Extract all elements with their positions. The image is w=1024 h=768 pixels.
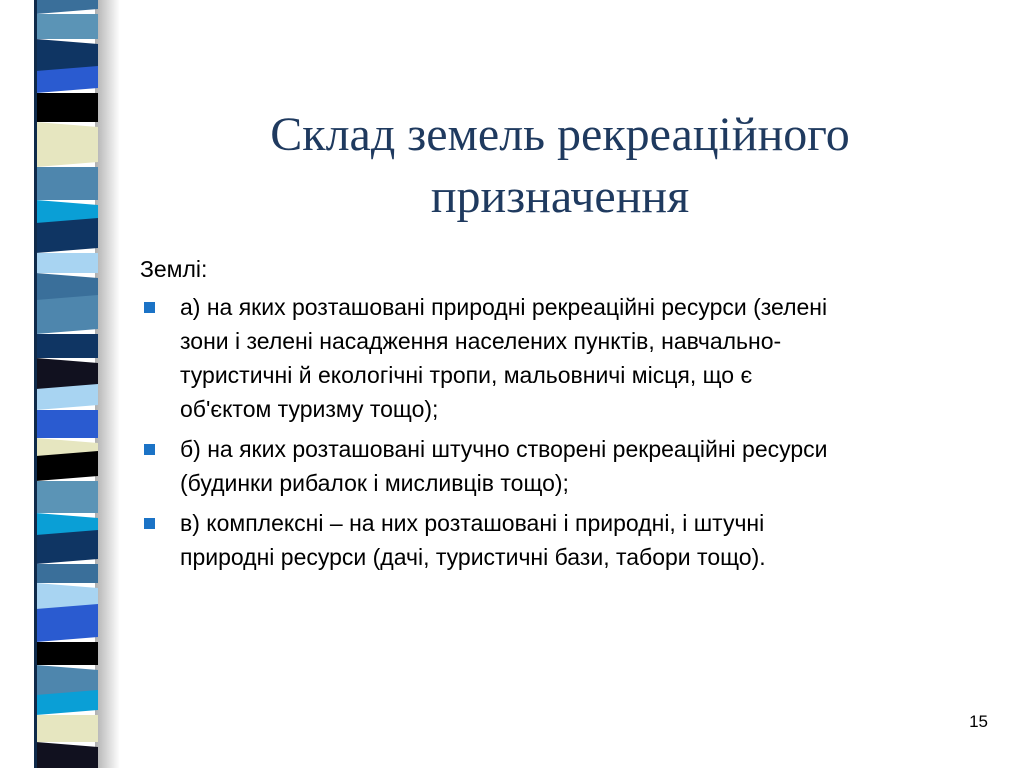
- bullet-text-line: (будинки рибалок і мисливців тощо);: [180, 470, 569, 496]
- bullet-list: [140, 290, 1000, 574]
- stripe-segment: [36, 136, 98, 167]
- stripe-segment: [36, 0, 98, 14]
- stripe-segment: [36, 564, 98, 583]
- square-bullet-icon: [144, 444, 155, 455]
- bullet-text-line: зони і зелені насадження населених пунктів, навчально-: [180, 328, 782, 354]
- slide-title-line-1: Склад земель рекреаційного: [270, 108, 850, 161]
- stripe-segment: [36, 334, 98, 358]
- stripe-segment: [36, 530, 98, 564]
- bullet-text-line: природні ресурси (дачі, туристичні бази, табори тощо).: [180, 544, 766, 570]
- bullet-text-line: б) на яких розташовані штучно створені рекреаційні ресурси: [180, 436, 828, 462]
- slide-title: [130, 104, 990, 228]
- stripe-segment: [36, 218, 98, 253]
- stripe-segment: [36, 410, 98, 438]
- square-bullet-icon: [144, 518, 155, 529]
- stripe-segment: [36, 481, 98, 513]
- stripe-shadow: [95, 0, 120, 768]
- bullet-item-b: [140, 432, 1000, 500]
- slide-body: [140, 252, 1000, 580]
- stripe-segment: [36, 14, 98, 39]
- bullet-text-line: а) на яких розташовані природні рекреаційні ресурси (зелені: [180, 294, 828, 320]
- bullet-text-line: в) комплексні – на них розташовані і природні, і штучні: [180, 510, 765, 536]
- page-number: 15: [969, 712, 988, 731]
- stripe-rows: [34, 0, 98, 768]
- stripe-segment: [36, 604, 98, 642]
- stripe-band-graphic: [0, 0, 120, 768]
- body-lead: Землі:: [140, 256, 208, 282]
- stripe-segment: [36, 742, 98, 768]
- stripe-segment: [36, 715, 98, 742]
- slide-title-line-2: призначення: [430, 170, 690, 223]
- stripe-edge: [34, 0, 37, 768]
- bullet-item-c: [140, 506, 1000, 574]
- stripe-segment: [36, 451, 98, 481]
- bullet-text-line: туристичні й екологічні тропи, мальовничі місця, що є: [180, 362, 753, 388]
- stripe-segment: [36, 295, 98, 334]
- stripe-segment: [36, 642, 98, 665]
- decorative-stripe-band: [0, 0, 120, 768]
- stripe-segment: [36, 167, 98, 200]
- stripe-segment: [36, 253, 98, 273]
- square-bullet-icon: [144, 302, 155, 313]
- bullet-item-a: [140, 290, 1000, 426]
- stripe-segment: [36, 93, 98, 122]
- bullet-text-line: об'єктом туризму тощо);: [180, 396, 439, 422]
